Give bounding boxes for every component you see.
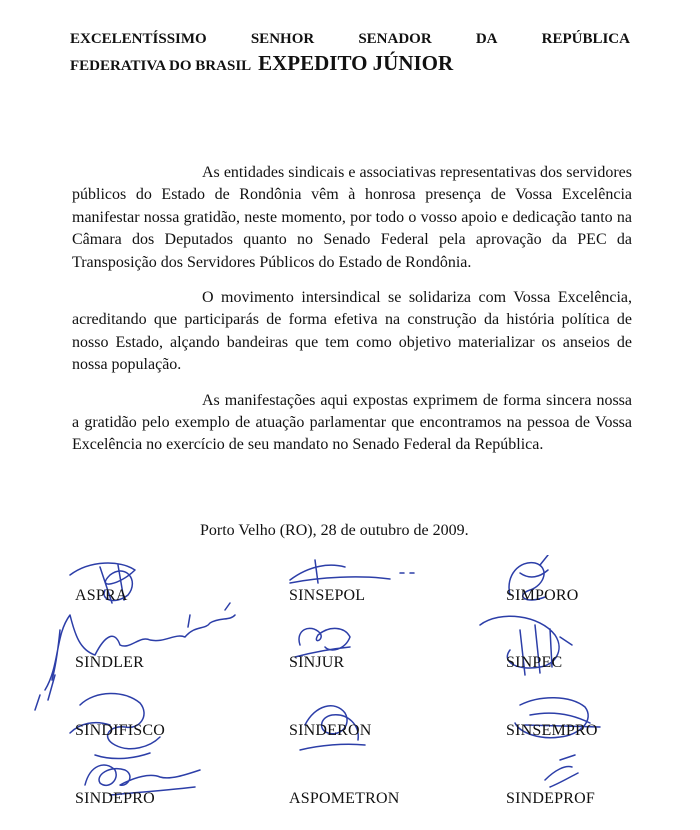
signatory-label: SINDEPROF [506, 790, 595, 807]
signature-scribble [545, 755, 578, 787]
signatory-label: SINSEPOL [289, 587, 366, 604]
signatory-label: SINDLER [75, 654, 144, 671]
addressee-word: SENHOR [250, 31, 315, 47]
signatory-label: SINSEMPRO [506, 722, 598, 739]
addressee-word: EXCELENTÍSSIMO [70, 31, 207, 47]
body-paragraph: As manifestações aqui expostas exprimem de forma sincera nossa a gratidão pelo exemplo de atuação parlamentar que encontramos na pessoa de Vossa Excelência no exercício de seu mandato no Senado Federal da República. [72, 391, 632, 454]
addressee-block [70, 27, 630, 78]
addressee-name: EXPEDITO JÚNIOR [258, 51, 454, 75]
signatory-label: SINDERON [289, 722, 372, 739]
addressee-word: DA [475, 31, 498, 47]
body-paragraph: As entidades sindicais e associativas representativas dos servidores públicos do Estado de Rondônia vêm à honrosa presença de Vossa Excelência manifestar nossa gratidão, neste momento, por todo o vosso apoio e dedicação tanto na Câmara dos Deputados quanto no Senado Federal pela aprovação da PEC da Transposição dos Servidores Públicos do Estado de Rondônia. [72, 164, 632, 271]
signatures-block [0, 555, 700, 830]
signatory-label: SINDEPRO [75, 790, 155, 807]
body-paragraph: O movimento intersindical se solidariza com Vossa Excelência, acreditando que participarás de forma efetiva na construção da história política de nosso Estado, alçando bandeiras que tem como objetivo materializar os anseios de nossa população. [72, 289, 632, 374]
signatory-label: ASPOMETRON [289, 790, 400, 807]
signatory-label: SINDIFISCO [75, 722, 166, 739]
signature-scribble [290, 560, 414, 583]
date-place-line: Porto Velho (RO), 28 de outubro de 2009. [200, 522, 469, 539]
signatory-label: ASPRA [75, 587, 128, 604]
letter-body [72, 162, 632, 470]
addressee-word: SENADOR [358, 31, 432, 47]
addressee-word: REPÚBLICA [541, 31, 630, 47]
addressee-prefix: FEDERATIVA DO BRASIL [70, 58, 251, 74]
signatory-label: SIMPORO [506, 587, 579, 604]
addressee-line-2 [70, 51, 630, 78]
signatory-label: SINPEC [506, 654, 563, 671]
addressee-line-1 [70, 27, 630, 51]
signatory-label: SINJUR [289, 654, 345, 671]
signature-scribble [295, 628, 350, 657]
